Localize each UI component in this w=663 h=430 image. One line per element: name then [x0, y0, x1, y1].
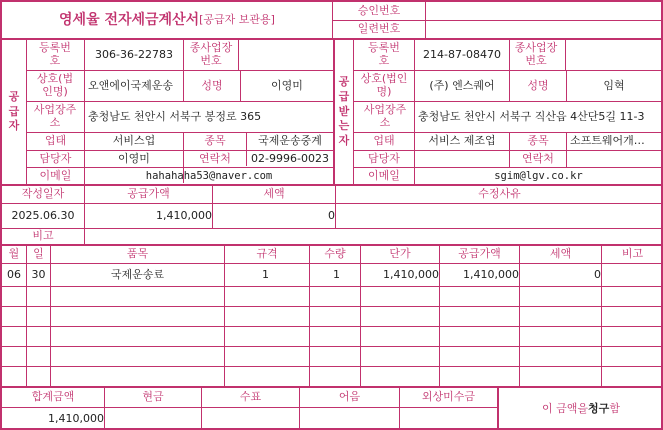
supplier-biz-item-label: 종목 — [204, 134, 226, 148]
approval-no — [426, 2, 663, 20]
row-note — [602, 264, 663, 286]
receiver-company-label: 상호(법인명) — [360, 72, 408, 98]
cash-amount — [105, 408, 204, 430]
receiver-email[interactable]: sgim@lgv.co.kr — [494, 169, 583, 182]
approval-no-label: 승인번호 — [357, 3, 401, 17]
bill-amount — [300, 408, 402, 430]
row-month: 06 — [7, 267, 21, 281]
receiver-reg-no-label: 등록번호 — [368, 41, 400, 67]
receiver-contact-label: 연락처 — [522, 151, 554, 165]
claim-prefix: 이 금액을 — [542, 401, 589, 415]
total-label: 합계금액 — [31, 390, 75, 404]
row-supply: 1,410,000 — [463, 267, 519, 281]
supplier-side-label: 공 급 자 — [8, 89, 20, 133]
receiver-biz-item — [567, 133, 663, 150]
receiver-address-label: 사업장주소 — [363, 103, 407, 129]
summary-tax: 0 — [328, 208, 335, 222]
col-supply: 공급가액 — [458, 247, 501, 261]
summary-supply-label: 공급가액 — [127, 187, 170, 201]
row-day: 30 — [31, 267, 46, 281]
col-spec: 규격 — [256, 247, 278, 261]
supplier-company: 오앤에이국제운송 — [88, 78, 174, 92]
note — [85, 229, 663, 244]
supplier-contact: 02-9996-0023 — [251, 151, 329, 165]
supplier-reg-no-label: 등록번호 — [39, 41, 71, 67]
date-label: 작성일자 — [21, 187, 65, 201]
row-item: 국제운송료 — [110, 267, 165, 281]
row-item — [51, 367, 224, 386]
title-subtitle: [공급자 보관용] — [199, 12, 275, 26]
row-qty: 1 — [333, 267, 340, 281]
receiver-reg-no: 214-87-08470 — [423, 47, 501, 61]
note-label: 비고 — [32, 229, 54, 243]
receiver-biz-item-label: 종목 — [527, 134, 549, 148]
supplier-contact-label: 연락처 — [199, 151, 231, 165]
supplier-biz-type: 서비스업 — [112, 134, 156, 148]
check-amount — [202, 408, 302, 430]
row-unit-price: 1,410,000 — [383, 267, 439, 281]
supplier-biz-item: 국제운송중계 — [258, 134, 322, 148]
supplier-name-label: 성명 — [201, 78, 223, 92]
claim-suffix: 함 — [609, 401, 620, 415]
receiver-branch-no — [566, 40, 661, 70]
title-text: 영세율 전자세금계산서 — [59, 11, 200, 28]
supplier-manager-label: 담당자 — [39, 151, 72, 165]
receiver-email-label: 이메일 — [368, 168, 400, 182]
supplier-address: 충청남도 천안시 서북구 봉정로 365 — [88, 109, 262, 123]
col-tax: 세액 — [549, 247, 572, 261]
serial-no-label: 일련번호 — [357, 22, 401, 36]
supplier-manager: 이영미 — [118, 151, 150, 165]
reason — [336, 204, 663, 228]
col-qty: 수량 — [324, 247, 346, 261]
receiver-address: 충청남도 천안시 서북구 직산읍 4산단5길 11-3 — [418, 109, 645, 123]
receiver-manager — [415, 151, 509, 167]
summary-supply: 1,410,000 — [156, 208, 212, 222]
total-amount: 1,410,000 — [48, 411, 104, 425]
claim-word: 청구 — [588, 401, 610, 415]
reason-label: 수정사유 — [478, 187, 521, 201]
serial-no — [426, 21, 663, 38]
supplier-branch-label: 종사업장번호 — [189, 41, 233, 67]
row-spec: 1 — [262, 267, 269, 281]
receiver-company: (주) 엔스퀘어 — [429, 78, 495, 92]
supplier-address-label: 사업장주소 — [33, 103, 77, 129]
supplier-name: 이영미 — [271, 78, 303, 92]
supplier-email[interactable]: hahahaha53@naver.com — [145, 169, 273, 182]
claim-statement — [499, 388, 663, 430]
credit-label: 외상미수금 — [421, 390, 476, 404]
col-unit-price: 단가 — [389, 247, 411, 261]
receiver-name-label: 성명 — [527, 78, 549, 92]
receiver-biz-type: 서비스 제조업 — [428, 134, 496, 148]
check-label: 수표 — [239, 390, 262, 404]
row-item — [51, 287, 224, 306]
receiver-biz-item-text: 소프트웨어개… — [570, 135, 645, 148]
col-item: 품목 — [126, 247, 149, 261]
cash-label: 현금 — [142, 390, 164, 404]
col-day: 일 — [33, 247, 44, 261]
receiver-manager-label: 담당자 — [368, 151, 400, 165]
receiver-contact — [567, 151, 662, 167]
row-item — [51, 327, 224, 346]
receiver-side-label: 공 급 받 는 자 — [338, 74, 350, 148]
row-item — [51, 347, 224, 366]
bill-label: 어음 — [338, 390, 361, 404]
row-item — [51, 307, 224, 326]
col-note: 비고 — [621, 247, 644, 261]
supplier-company-label: 상호(법인명) — [36, 72, 74, 98]
row-tax: 0 — [594, 267, 601, 281]
supplier-branch-no — [239, 40, 333, 70]
summary-tax-label: 세액 — [263, 187, 285, 201]
supplier-biz-type-label: 업태 — [44, 134, 67, 148]
invoice-title — [2, 2, 332, 38]
receiver-biz-type-label: 업태 — [373, 134, 395, 148]
receiver-branch-label: 종사업장번호 — [514, 41, 558, 67]
receiver-name: 임혁 — [603, 78, 625, 92]
issue-date: 2025.06.30 — [11, 208, 75, 222]
col-month: 월 — [8, 247, 20, 261]
credit-amount — [400, 408, 500, 430]
supplier-email-label: 이메일 — [39, 168, 72, 182]
supplier-reg-no: 306-36-22783 — [95, 47, 173, 61]
